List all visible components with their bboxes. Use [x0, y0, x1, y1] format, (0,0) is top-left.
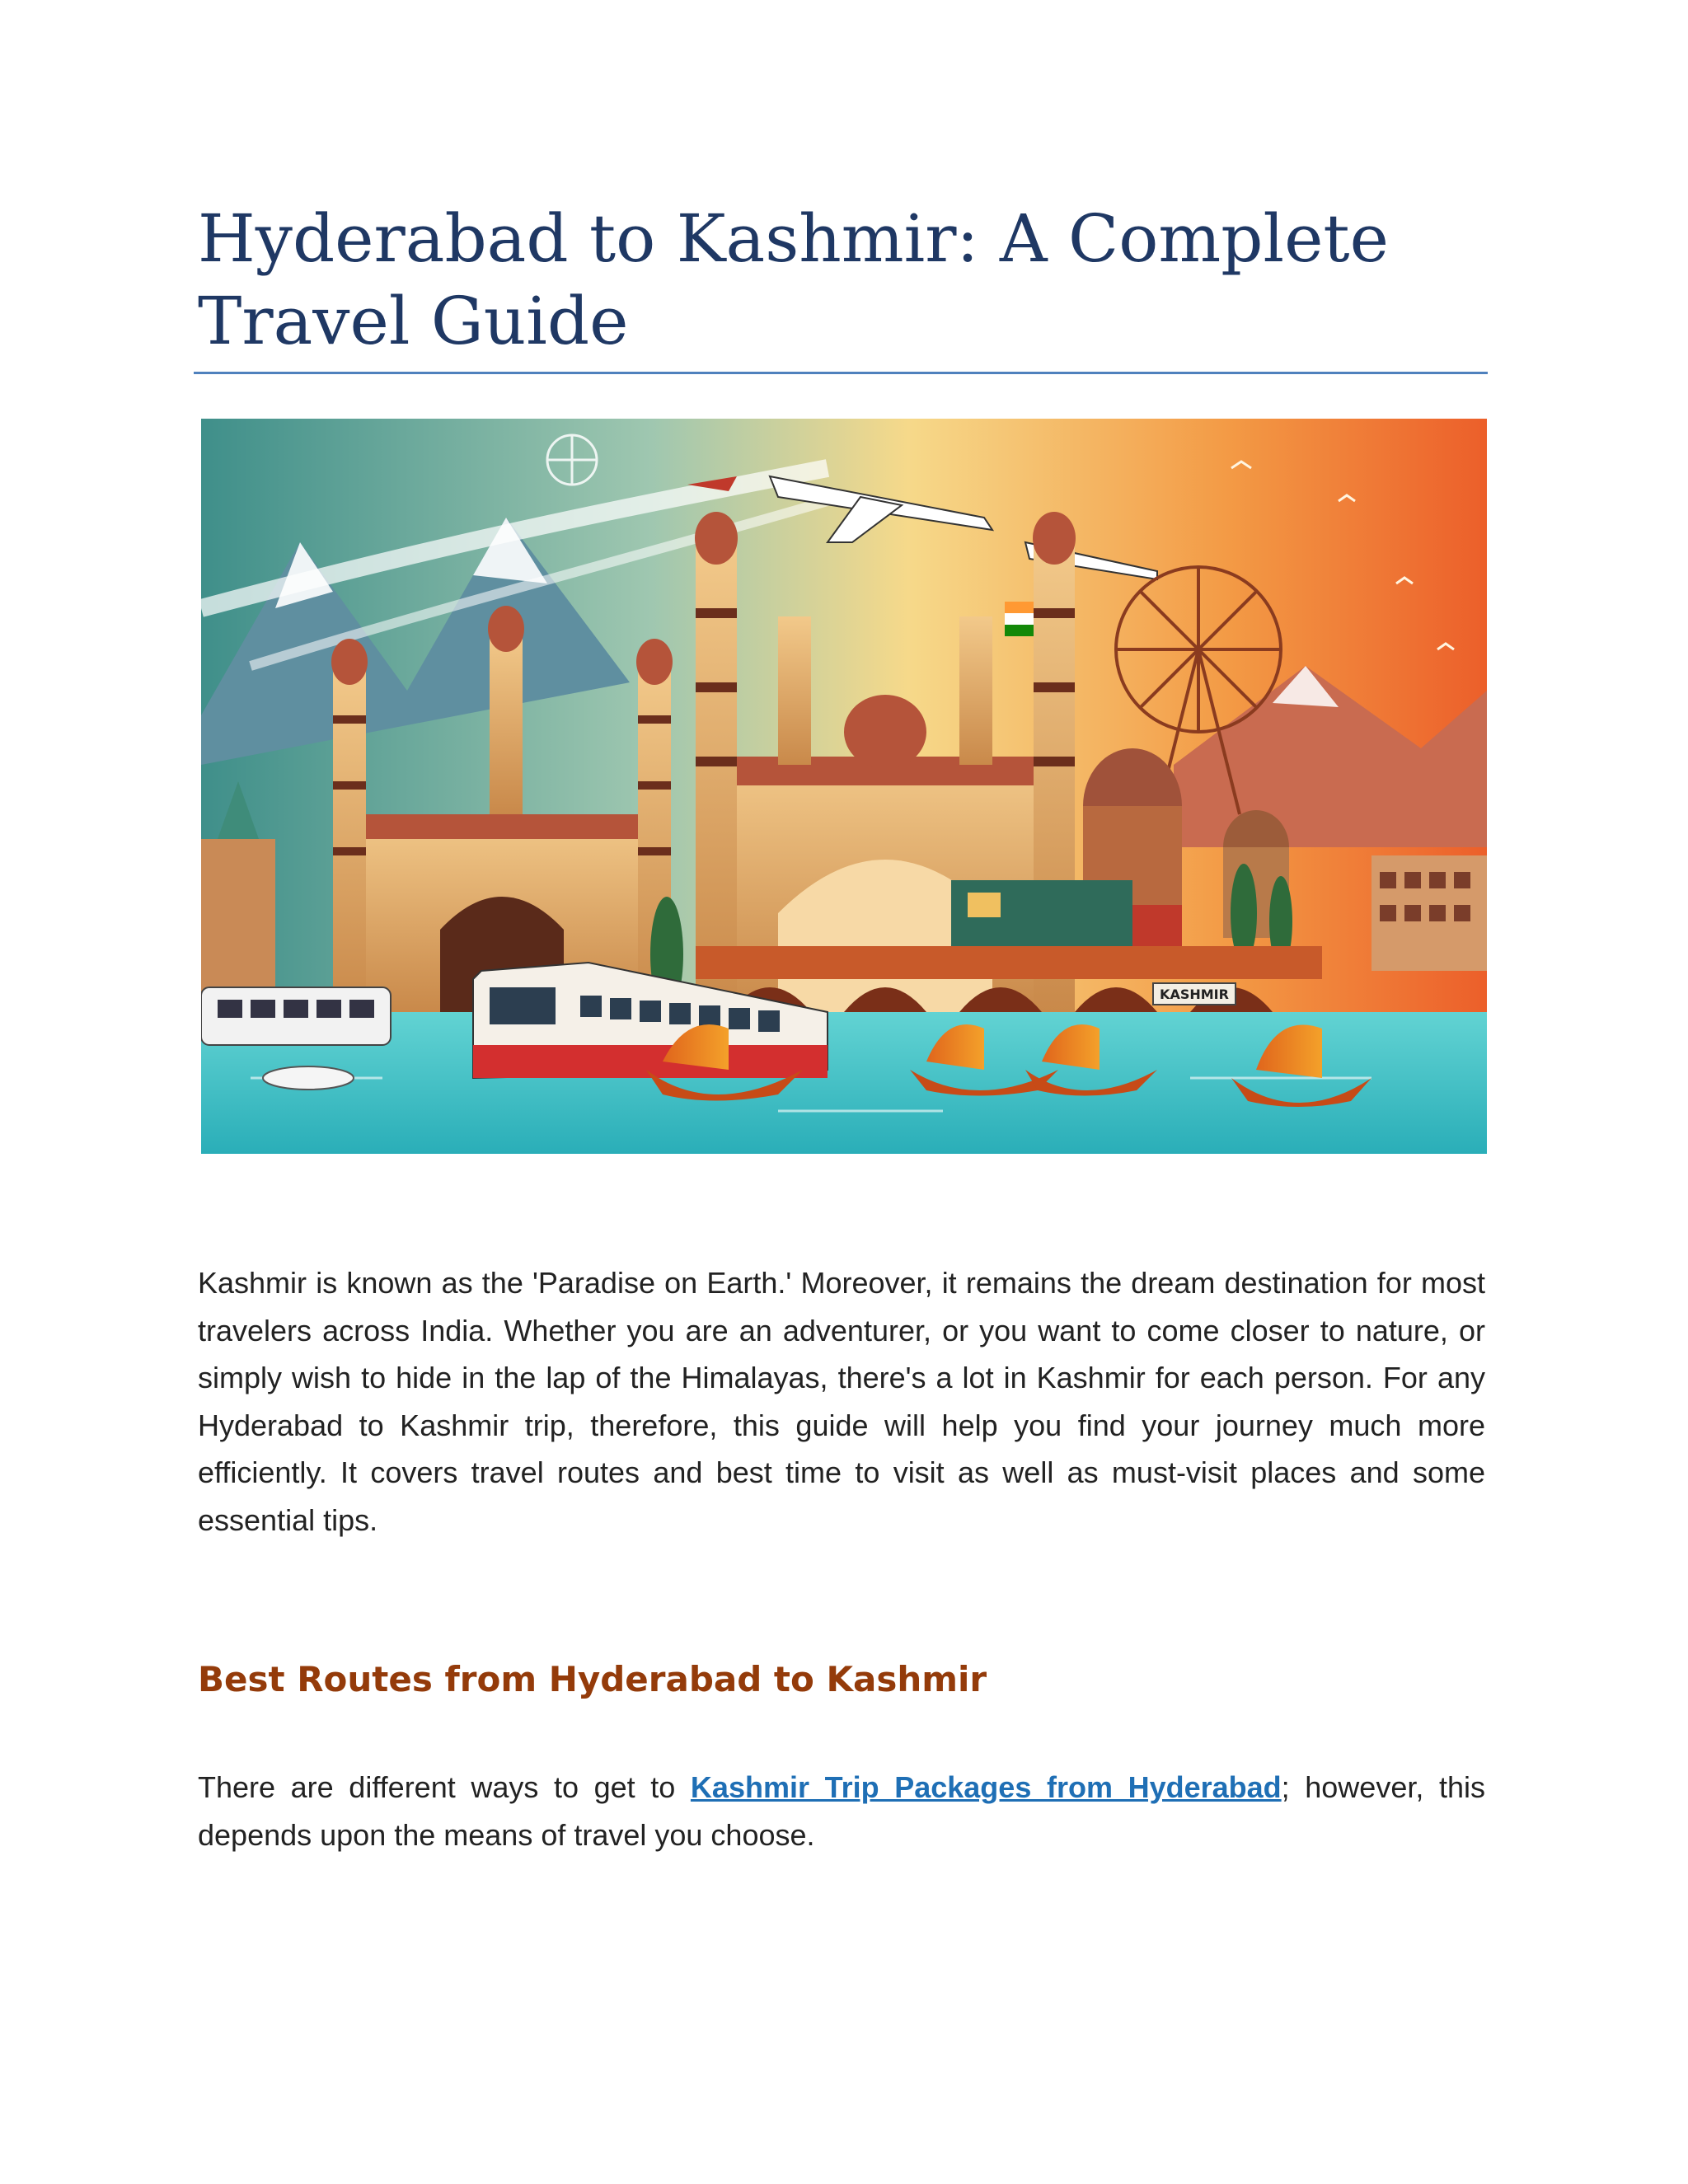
hero-illustration	[201, 419, 1487, 1154]
title-divider	[194, 372, 1488, 374]
routes-paragraph	[198, 1764, 1485, 1858]
section-heading: Best Routes from Hyderabad to Kashmir	[198, 1659, 987, 1699]
kashmir-sign: KASHMIR	[1160, 987, 1229, 1002]
hero-illustration-art	[201, 419, 1487, 1154]
intro-paragraph: Kashmir is known as the 'Paradise on Earth.' Moreover, it remains the dream destination for most travelers across India. Whether you are an adventurer, or you want to come closer to nature, or simply wish to hide in the lap of the Himalayas, there's a lot in Kashmir for each person. For any Hyderabad to Kashmir trip, therefore, this guide will help you find your journey much more efficiently. It covers travel routes and best time to visit as well as must-visit places and some essential tips.	[198, 1266, 1485, 1537]
routes-text-after-link: ; however, this depends upon the means of travel you choose.	[198, 1770, 1485, 1852]
page-title: Hyderabad to Kashmir: A Complete Travel Guide	[198, 200, 1389, 359]
routes-text-before-link: There are different ways to get to	[198, 1770, 691, 1804]
kashmir-packages-link[interactable]: Kashmir Trip Packages from Hyderabad	[690, 1770, 1282, 1804]
